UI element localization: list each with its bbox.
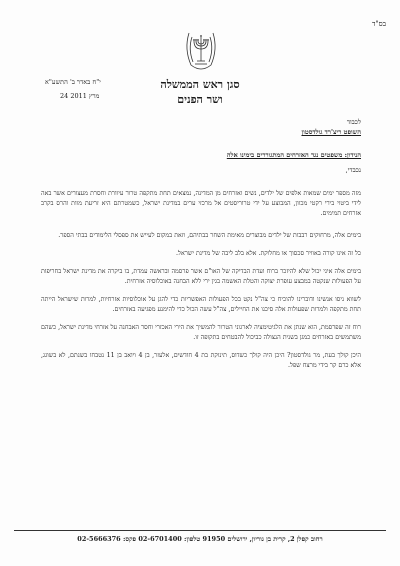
gregorian-date: 24 מרץ 2011 bbox=[60, 92, 100, 100]
body-paragraph: רוח זה שפרסמת, הוא שנתן את הלגיטימציה לארגוני הטרור להמשיך את הירי האכזרי וחסר האבחנה על אזרחי מדינת ישראל, כשהם משתמשים באזרחים כמגן בשנית הנצולה כביכול להבטחים בתקופה זו. bbox=[41, 324, 361, 341]
body-paragraph: מזה מספר ימים שמאות אלפים של ילדים, נשים ואזרחים מן המדינה, נמצאים תחת מתקפה טרור עיוורת וחסרת מעצורים אשר באה לידי ביטוי בירי רקטי מכוון, המבוצע על ידי טרוריסטים אל מרכזי ערים במדינת ישראל, כשמטרתם היא זריעת מוות והרס בקרב אזרחים תמימים. bbox=[41, 190, 361, 217]
body-paragraph: בימים אלה איני יכול שלא להיזכר ברוח ועדת הבדיקה של האו"ם אשר פרסמה ובראשה עמדת, בו ביקרה את מדינת ישראל בחריפות על הפעולות שנקטה במבצע עופרת יצוקה והטלת האשמה בגין ירי ללא הבחנה באוכלוסיה אזרחית. bbox=[41, 268, 361, 285]
bsd-mark: בס"ד bbox=[372, 20, 386, 28]
body-paragraph: בימים אלה, מרחוקים רבבות של ילדים מבוצרים מאימת השחר בבתיהם, וזאת במקום לעייש את ספסלי הלימודים בבתי הספר. bbox=[58, 232, 361, 239]
hebrew-date: י"ח באדר ב' התשע"א bbox=[45, 78, 101, 86]
footer-divider bbox=[14, 530, 386, 531]
state-emblem-icon bbox=[183, 27, 219, 71]
body-paragraph: היכן קולך בעת, מר גולדסטון? היכן היה קולך כשדוס, תינוקת בת 4 חודשים, אלעזר, בן 4 ויואב בן 11 נטבחו בשנתם, לא בשוגג, אלא כרם קר בידי מרצח שפל. bbox=[41, 352, 362, 369]
footer-address: רחוב קפלן 2, קרית בן גוריון, ירושלים 91950 טלפון: 02-6701400 פקס: 02-5666376 bbox=[77, 535, 323, 543]
body-paragraph: לשווא ניסו אנשינו ודוברינו להוכיח כי צה"ל נקט בכל הפעולות האפשריות כדי להגן על אוכלוסיות אזרחיות, למרות שישראל הייתה תחת מתקפה ולמרות שפעולות אלה סיכנו את החיילים, צה"ל עשה הכול כדי להימנע מפגיעה באזרחים. bbox=[41, 296, 361, 313]
office-title-line1: סגן ראש הממשלה bbox=[160, 78, 240, 91]
letter-body bbox=[41, 189, 361, 379]
addressee-name: השופט ריצ'רד גולדסטון bbox=[301, 128, 361, 136]
office-title-line2: ושר הפנים bbox=[177, 93, 223, 106]
greeting: נכבדי, bbox=[345, 166, 361, 174]
subject-line: הנידון: משפטים נגד האזרחים המתגוררים בימינו אלה bbox=[226, 151, 361, 159]
addressee-salutation: לכבוד bbox=[346, 118, 361, 126]
body-paragraph: כל זה אינו קורה באוויר סכסוך או מחלוקת. אלא בלב ליבה של מדינת ישראל. bbox=[176, 250, 361, 257]
